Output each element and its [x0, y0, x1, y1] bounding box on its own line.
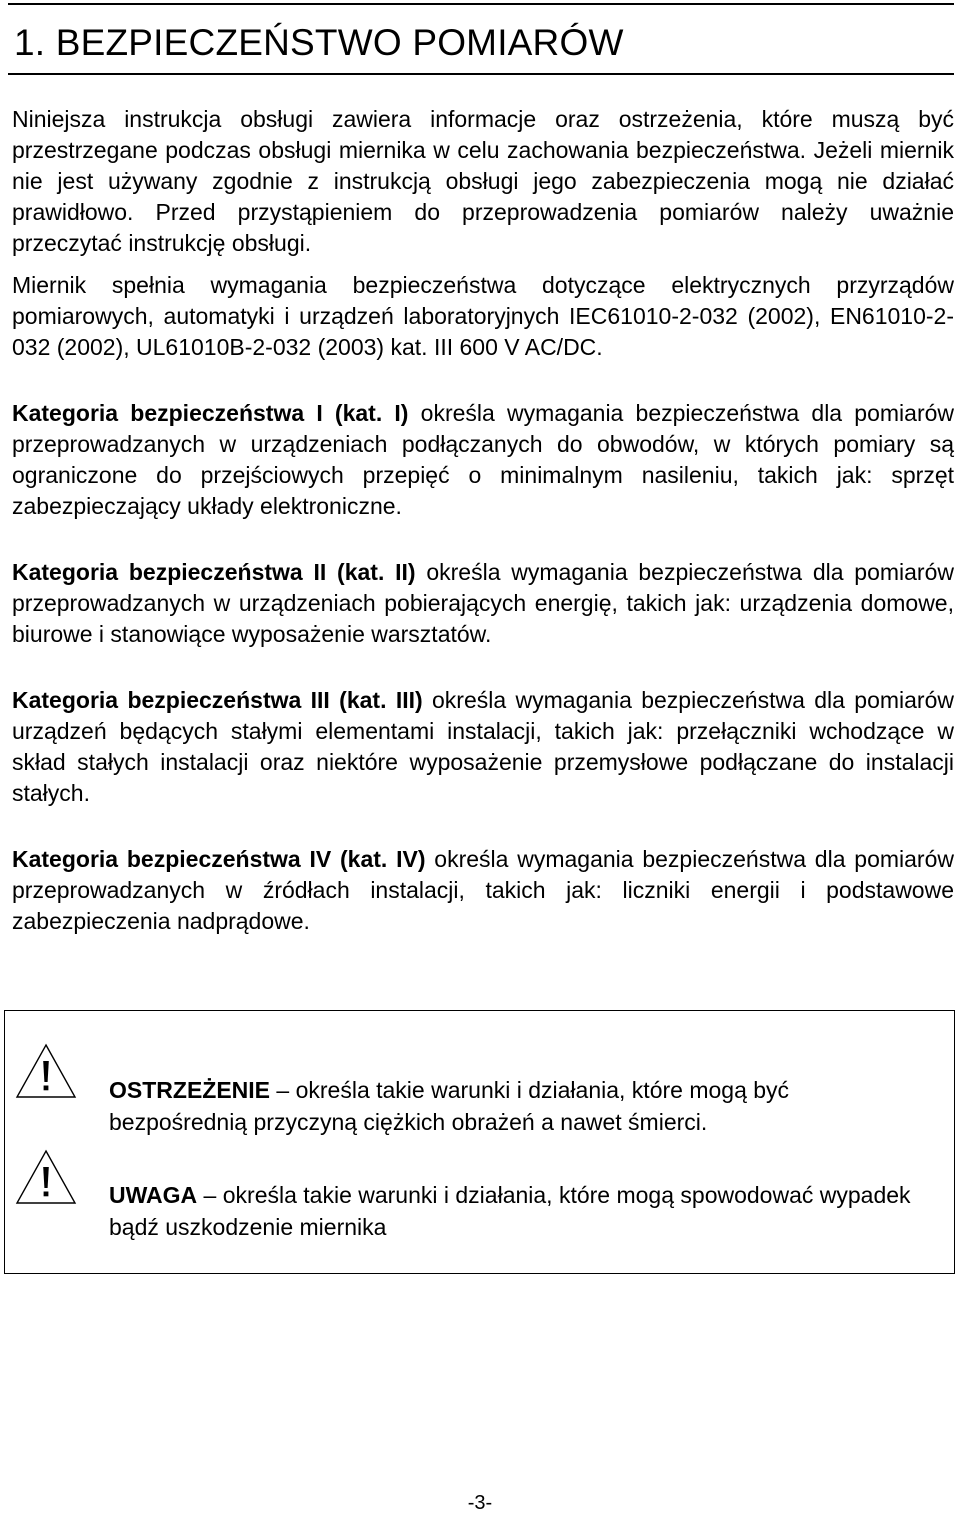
warning-triangle-icon [15, 1043, 77, 1099]
caution-text [109, 1179, 929, 1243]
caution-label: UWAGA [109, 1182, 198, 1208]
category-1-text: określa wymagania bezpieczeństwa dla pomiarów przeprowadzanych w urządzeniach podłączanych do obwodów, w których pomiary są ograniczone do przejściowych przepięć o minimalnym nasileniu, takich jak: sprzęt zabezpieczający układy elektroniczne. [12, 400, 955, 519]
standards-paragraph: Miernik spełnia wymagania bezpieczeństwa dotyczące elektrycznych przyrządów pomiarowych, automatyki i urządzeń laboratoryjnych IEC61010-2-032 (2002), EN61010-2-032 (2002), UL61010B-2-032 (2003) kat. III 600 V AC/DC. [12, 272, 954, 360]
document-body [12, 104, 954, 937]
page-title: 1. BEZPIECZEŃSTWO POMIARÓW [14, 22, 624, 63]
intro-paragraph: Niniejsza instrukcja obsługi zawiera informacje oraz ostrzeżenia, które muszą być przestrzegane podczas obsługi miernika w celu zachowania bezpieczeństwa. Jeżeli miernik nie jest używany zgodnie z instrukcją obsługi jego zabezpieczenia mogą nie działać prawidłowo. Przed przystąpieniem do przeprowadzenia pomiarów należy uważnie przeczytać instrukcję obsługi. [12, 106, 954, 256]
warning-box [4, 1010, 955, 1274]
category-4-paragraph [12, 844, 954, 937]
category-3-label: Kategoria bezpieczeństwa III (kat. III) [12, 687, 423, 713]
warning-description: – określa takie warunki i działania, które mogą być bezpośrednią przyczyną ciężkich obrażeń a nawet śmierci. [109, 1077, 790, 1135]
category-3-text: określa wymagania bezpieczeństwa dla pomiarów urządzeń będących stałymi elementami instalacji, takich jak: przełączniki wchodzące w skład stałych instalacji oraz niektóre wyposażenie przemysłowe podłączane do instalacji stałych. [12, 687, 954, 806]
caution-triangle-icon [15, 1149, 77, 1205]
category-4-label: Kategoria bezpieczeństwa IV (kat. IV) [12, 846, 426, 872]
warning-text [109, 1074, 929, 1138]
category-1-label: Kategoria bezpieczeństwa I (kat. I) [12, 400, 409, 426]
warning-label: OSTRZEŻENIE [109, 1077, 271, 1103]
category-1-paragraph [12, 398, 954, 522]
caution-description: – określa takie warunki i działania, które mogą spowodować wypadek bądź uszkodzenie miernika [109, 1182, 911, 1240]
category-2-paragraph [12, 557, 954, 650]
category-4-text: określa wymagania bezpieczeństwa dla pomiarów przeprowadzanych w źródłach instalacji, takich jak: liczniki energii i podstawowe zabezpieczenia nadprądowe. [12, 846, 954, 934]
page-number: -3- [467, 1492, 493, 1514]
category-2-text: określa wymagania bezpieczeństwa dla pomiarów przeprowadzanych w urządzeniach pobierających energię, takich jak: urządzenia domowe, biurowe i stanowiące wyposażenie warsztatów. [12, 559, 954, 647]
section-header [8, 3, 954, 75]
category-3-paragraph [12, 685, 954, 809]
category-2-label: Kategoria bezpieczeństwa II (kat. II) [12, 559, 416, 585]
